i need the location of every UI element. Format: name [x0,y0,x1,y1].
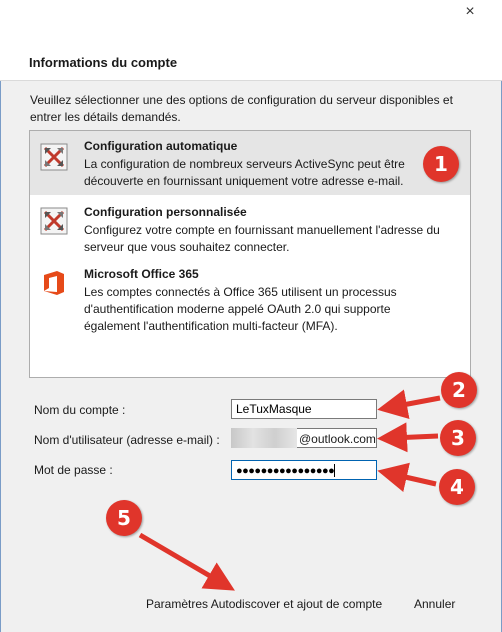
page-title: Informations du compte [29,55,178,70]
arrow-5 [140,535,222,583]
close-icon: × [465,3,475,20]
option-title: Microsoft Office 365 [84,267,199,281]
arrow-3 [392,436,438,438]
username-label: Nom d'utilisateur (adresse e-mail) : [34,433,220,447]
annotation-badge-2: 2 [441,372,477,408]
account-name-label: Nom du compte : [34,403,126,417]
annotation-badge-3: 3 [440,420,476,456]
annotation-badge-4: 4 [439,469,475,505]
annotation-badge-5: 5 [106,500,142,536]
option-title: Configuration automatique [84,139,238,153]
option-description: Les comptes connectés à Office 365 utilisent un processus d'authentification moderne appelé OAuth 2.0 qui supporte également l'authentification multi-facteur (MFA). [84,285,397,333]
arrow-4 [392,474,436,484]
option-description: Configurez votre compte en fournissant manuellement l'adresse du serveur que vous souhaitez connecter. [84,223,440,254]
option-description: La configuration de nombreux serveurs ActiveSync peut être découverte en fournissant uniquement votre adresse e-mail. [84,157,405,188]
password-mask: ●●●●●●●●●●●●●●●● [236,465,335,477]
arrow-2 [392,398,440,407]
autodiscover-button[interactable]: Paramètres Autodiscover et ajout de compte [146,597,383,611]
intro-text: Veuillez sélectionner une des options de configuration du serveur disponibles et entrer les détails demandés. [30,93,453,124]
password-label: Mot de passe : [34,463,113,477]
option-title: Configuration personnalisée [84,205,247,219]
username-suffix: @outlook.com [299,432,376,446]
annotation-badge-1: 1 [423,146,459,182]
cancel-button[interactable]: Annuler [414,597,456,611]
